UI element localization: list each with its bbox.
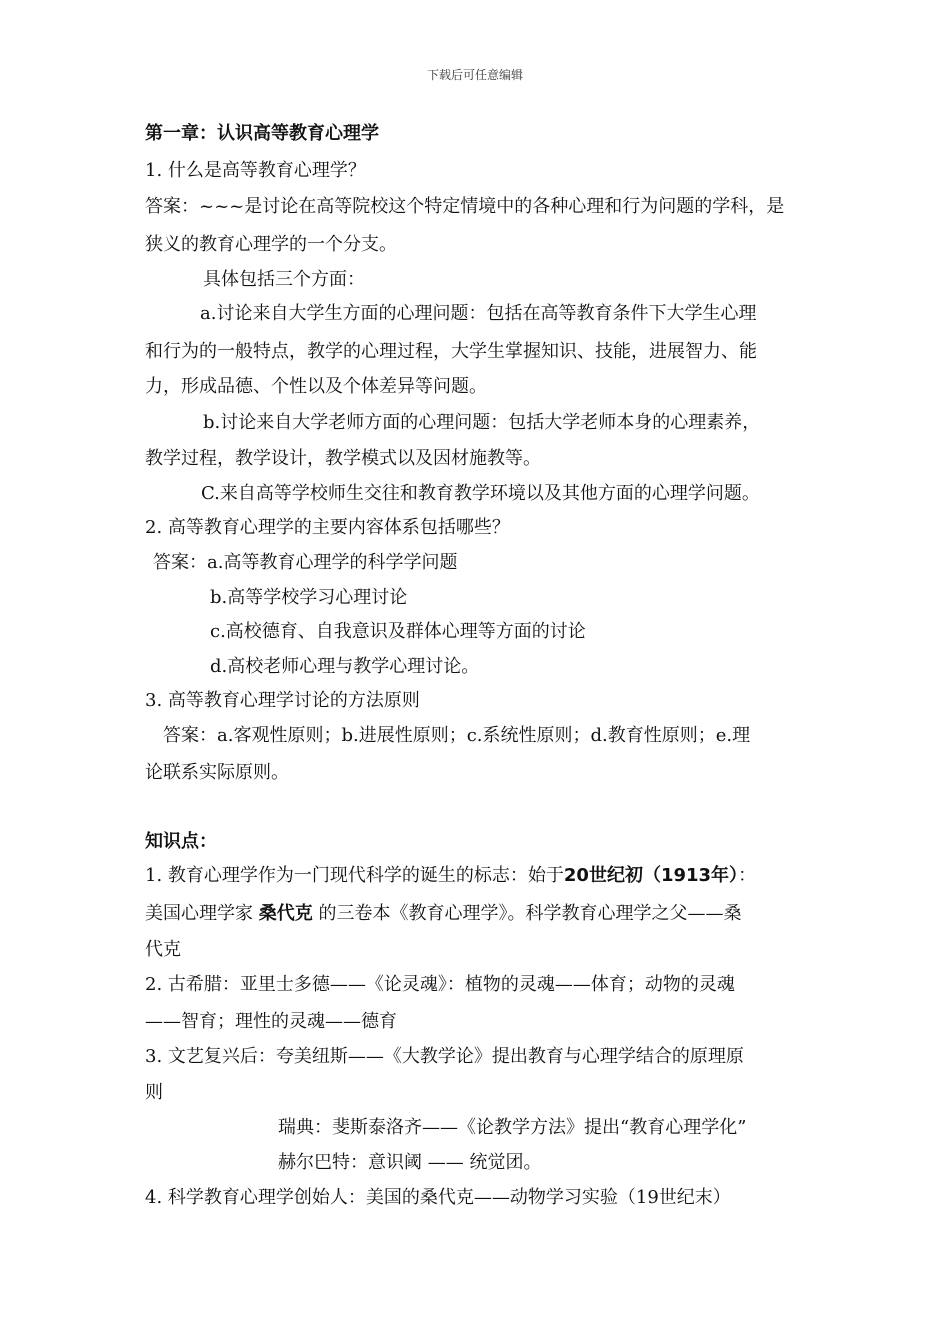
q1-answer-line1: 答案：~~~是讨论在高等院校这个特定情境中的各种心理和行为问题的学科，是 <box>145 196 785 217</box>
q3-answer-line1: 答案：a.客观性原则；b.进展性原则；c.系统性原则；d.教育性原则；e.理 <box>163 725 751 746</box>
knowledge-item-3-sub1: 瑞典：斐斯泰洛齐——《论教学方法》提出“教育心理学化” <box>278 1117 747 1138</box>
knowledge-item-3-line1: 3. 文艺复兴后：夸美纽斯——《大教学论》提出教育与心理学结合的原理原 <box>145 1046 744 1067</box>
q1-a-line3: 力，形成品德、个性以及个体差异等问题。 <box>145 376 487 397</box>
q1-b-line1: b.讨论来自大学老师方面的心理问题：包括大学老师本身的心理素养， <box>203 412 761 433</box>
q1-question: 1. 什么是高等教育心理学？ <box>145 160 366 181</box>
q2-answer-c: c.高校德育、自我意识及群体心理等方面的讨论 <box>210 621 586 642</box>
knowledge-item-2-line1: 2. 古希腊：亚里士多德——《论灵魂》：植物的灵魂——体育；动物的灵魂 <box>145 974 735 995</box>
knowledge-item-1-line3: 代克 <box>145 939 181 960</box>
q1-c-line1: C.来自高等学校师生交往和教育教学环境以及其他方面的心理学问题。 <box>201 483 760 504</box>
knowledge-title: 知识点： <box>145 831 217 852</box>
knowledge-item-1-line1 <box>145 864 756 888</box>
q1-intro: 具体包括三个方面： <box>203 269 365 290</box>
knowledge-item-3-line2: 则 <box>145 1082 163 1103</box>
q2-answer-d: d.高校老师心理与教学心理讨论。 <box>210 656 480 677</box>
q2-question: 2. 高等教育心理学的主要内容体系包括哪些？ <box>145 517 510 538</box>
q2-answer-a: 答案：a.高等教育心理学的科学学问题 <box>153 552 458 573</box>
knowledge-item-1-line2-suffix: 的三卷本《教育心理学》。科学教育心理学之父——桑 <box>312 903 742 924</box>
knowledge-item-1-line2 <box>145 902 741 926</box>
knowledge-item-1-colon: ： <box>738 865 757 886</box>
q1-b-line2: 教学过程，教学设计，教学模式以及因材施教等。 <box>145 448 541 469</box>
q2-answer-b: b.高等学校学习心理讨论 <box>210 587 408 608</box>
q3-answer-line2: 论联系实际原则。 <box>145 762 289 783</box>
q1-a-line1: a.讨论来自大学生方面的心理问题：包括在高等教育条件下大学生心理 <box>200 303 757 324</box>
knowledge-item-2-line2: ——智育；理性的灵魂——德育 <box>145 1011 397 1032</box>
knowledge-item-4: 4. 科学教育心理学创始人：美国的桑代克——动物学习实验（19世纪末） <box>145 1187 731 1208</box>
knowledge-item-1-name: 桑代克 <box>258 903 313 924</box>
knowledge-item-1-prefix: 1. 教育心理学作为一门现代科学的诞生的标志：始于 <box>145 865 564 886</box>
q1-answer-line2: 狭义的教育心理学的一个分支。 <box>145 234 397 255</box>
q3-question: 3. 高等教育心理学讨论的方法原则 <box>145 690 420 711</box>
chapter-title: 第一章：认识高等教育心理学 <box>145 123 379 144</box>
q1-a-line2: 和行为的一般特点，教学的心理过程，大学生掌握知识、技能，进展智力、能 <box>145 341 757 362</box>
knowledge-item-1-date: 20世纪初（1913年） <box>563 865 739 886</box>
knowledge-item-3-sub2: 赫尔巴特：意识阈 —— 统觉团。 <box>278 1152 542 1173</box>
page-header: 下载后可任意编辑 <box>426 68 523 82</box>
knowledge-item-1-line2-prefix: 美国心理学家 <box>145 903 259 924</box>
